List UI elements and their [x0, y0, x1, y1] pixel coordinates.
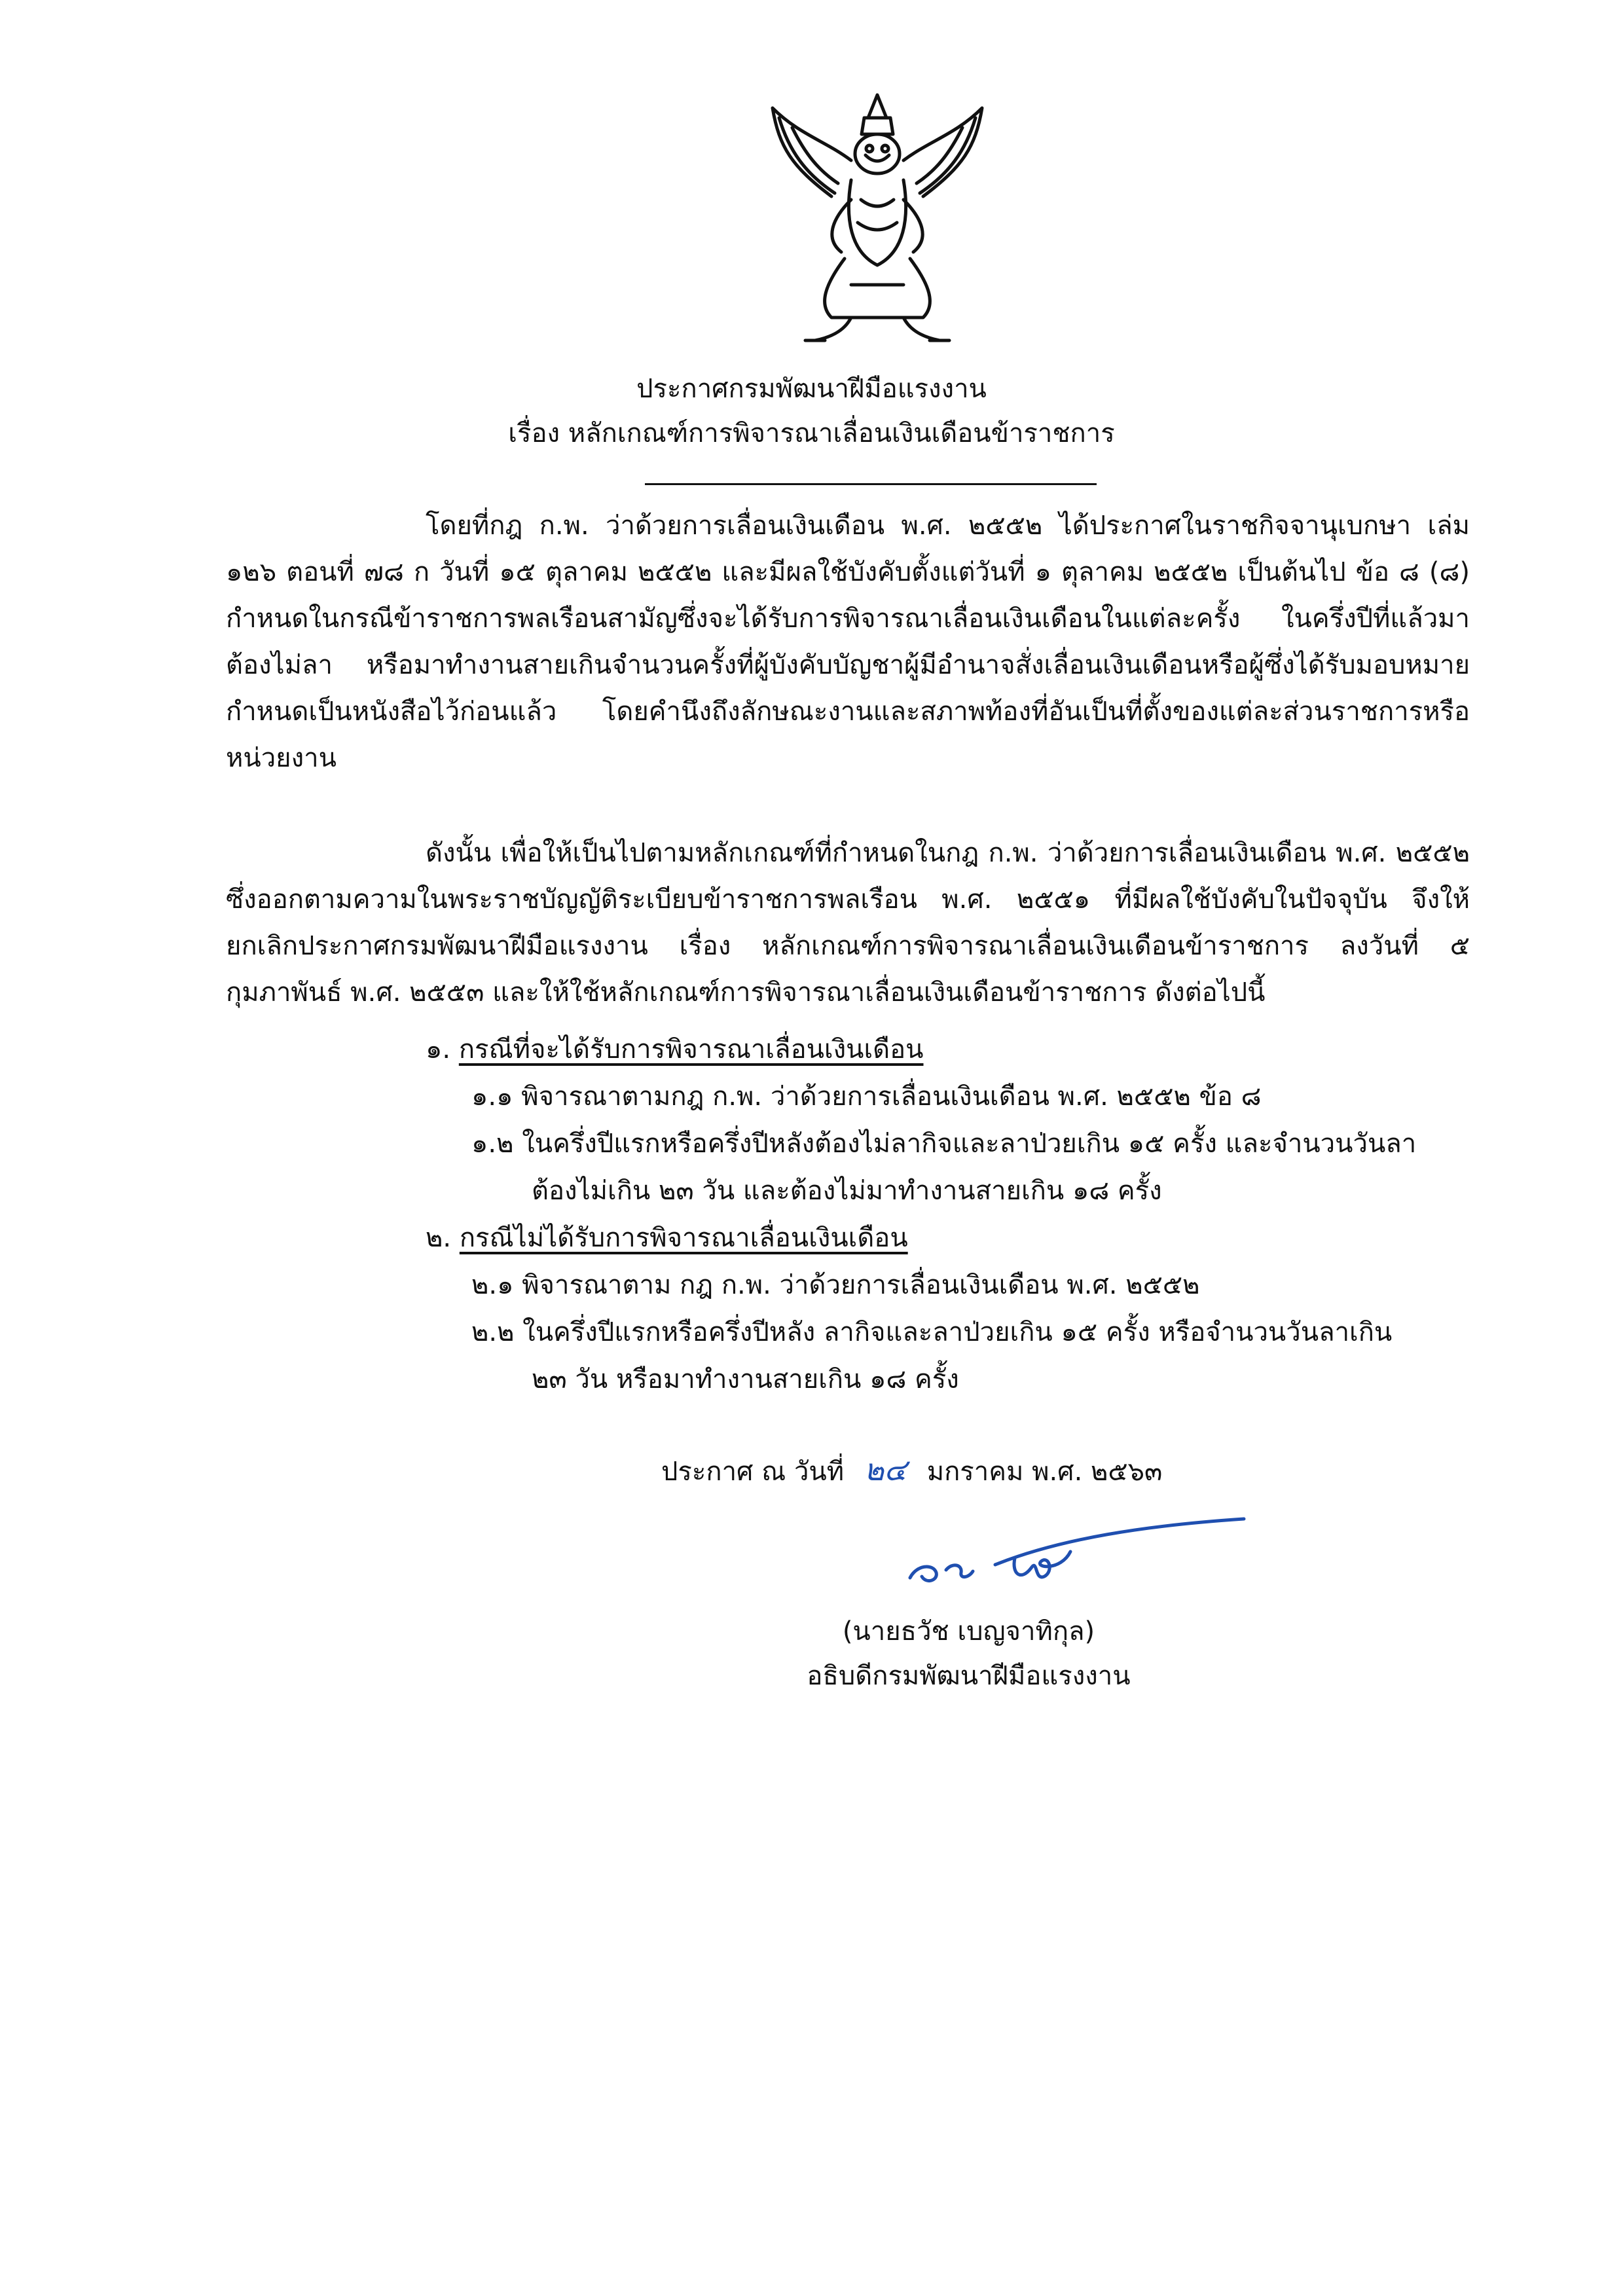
announcement-date [661, 1447, 1162, 1495]
title-line-1: ประกาศกรมพัฒนาฝีมือแรงงาน [636, 374, 987, 404]
title-line-2: เรื่อง หลักเกณฑ์การพิจารณาเลื่อนเงินเดือนข้าราชการ [508, 418, 1115, 448]
section-2-title: กรณีไม่ได้รับการพิจารณาเลื่อนเงินเดือน [459, 1223, 908, 1253]
paragraph-2 [226, 830, 1470, 1016]
garuda-emblem-icon [753, 88, 1002, 350]
signer-name: (นายธวัช เบญจาทิกุล) [842, 1616, 1095, 1647]
section-2-1: ๒.๑ พิจารณาตาม กฎ ก.พ. ว่าด้วยการเลื่อนเงินเดือน พ.ศ. ๒๕๕๒ [471, 1270, 1200, 1300]
section-2-heading [426, 1215, 908, 1262]
section-2-2-line-2: ๒๓ วัน หรือมาทำงานสายเกิน ๑๘ ครั้ง [532, 1364, 959, 1394]
date-suffix: มกราคม พ.ศ. ๒๕๖๓ [926, 1457, 1163, 1487]
signature-icon [897, 1499, 1250, 1611]
section-1-2-line-2: ต้องไม่เกิน ๒๓ วัน และต้องไม่มาทำงานสายเกิน ๑๘ ครั้ง [532, 1176, 1162, 1206]
date-prefix: ประกาศ ณ วันที่ [661, 1457, 845, 1487]
section-1-2-line-1: ๑.๒ ในครึ่งปีแรกหรือครึ่งปีหลังต้องไม่ลากิจและลาป่วยเกิน ๑๕ ครั้ง และจำนวนวันลา [471, 1129, 1417, 1159]
title-divider [645, 483, 1097, 485]
signer-block [157, 1609, 1623, 1698]
section-2-2-line-1: ๒.๒ ในครึ่งปีแรกหรือครึ่งปีหลัง ลากิจและลาป่วยเกิน ๑๕ ครั้ง หรือจำนวนวันลาเกิน [471, 1317, 1393, 1347]
section-1-1: ๑.๑ พิจารณาตามกฎ ก.พ. ว่าด้วยการเลื่อนเงินเดือน พ.ศ. ๒๕๕๒ ข้อ ๘ [471, 1082, 1262, 1112]
section-2-number: ๒. [426, 1223, 452, 1253]
paragraph-2-text: ดังนั้น เพื่อให้เป็นไปตามหลักเกณฑ์ที่กำหนดในกฎ ก.พ. ว่าด้วยการเลื่อนเงินเดือน พ.ศ. ๒๕๕๒ ซึ่งออกตามความในพระราชบัญญัติระเบียบข้าราชการพลเรือน พ.ศ. ๒๕๕๑ ที่มีผลใช้บังคับในปัจจุบัน จึงให้ยกเลิกประกาศกรมพัฒนาฝีมือแรงงาน เรื่อง หลักเกณฑ์การพิจารณาเลื่อนเงินเดือนข้าราชการ ลงวันที่ ๕ กุมภาพันธ์ พ.ศ. ๒๕๕๓ และให้ใช้หลักเกณฑ์การพิจารณาเลื่อนเงินเดือนข้าราชการ ดังต่อไปนี้ [226, 838, 1470, 1008]
section-1-heading [426, 1027, 924, 1073]
signer-position: อธิบดีกรมพัฒนาฝีมือแรงงาน [807, 1661, 1131, 1691]
paragraph-1-text: โดยที่กฎ ก.พ. ว่าด้วยการเลื่อนเงินเดือน พ.ศ. ๒๕๕๒ ได้ประกาศในราชกิจจานุเบกษา เล่ม ๑๒๖ ตอนที่ ๗๘ ก วันที่ ๑๕ ตุลาคม ๒๕๕๒ และมีผลใช้บังคับตั้งแต่วันที่ ๑ ตุลาคม ๒๕๕๒ เป็นต้นไป ข้อ ๘ (๘) กำหนดในกรณีข้าราชการพลเรือนสามัญซึ่งจะได้รับการพิจารณาเลื่อนเงินเดือนในแต่ละครั้ง ในครึ่งปีที่แล้วมาต้องไม่ลา หรือมาทำงานสายเกินจำนวนครั้งที่ผู้บังคับบัญชาผู้มีอำนาจสั่งเลื่อนเงินเดือนหรือผู้ซึ่งได้รับมอบหมายกำหนดเป็นหนังสือไว้ก่อนแล้ว โดยคำนึงถึงลักษณะงานและสภาพท้องที่อันเป็นที่ตั้งของแต่ละส่วนราชการหรือหน่วยงาน [226, 511, 1470, 773]
section-1-title: กรณีที่จะได้รับการพิจารณาเลื่อนเงินเดือน [458, 1034, 924, 1065]
paragraph-1 [226, 503, 1470, 782]
document-title [0, 367, 1623, 456]
section-1-number: ๑. [426, 1034, 451, 1065]
handwritten-day: ๒๔ [864, 1452, 907, 1487]
